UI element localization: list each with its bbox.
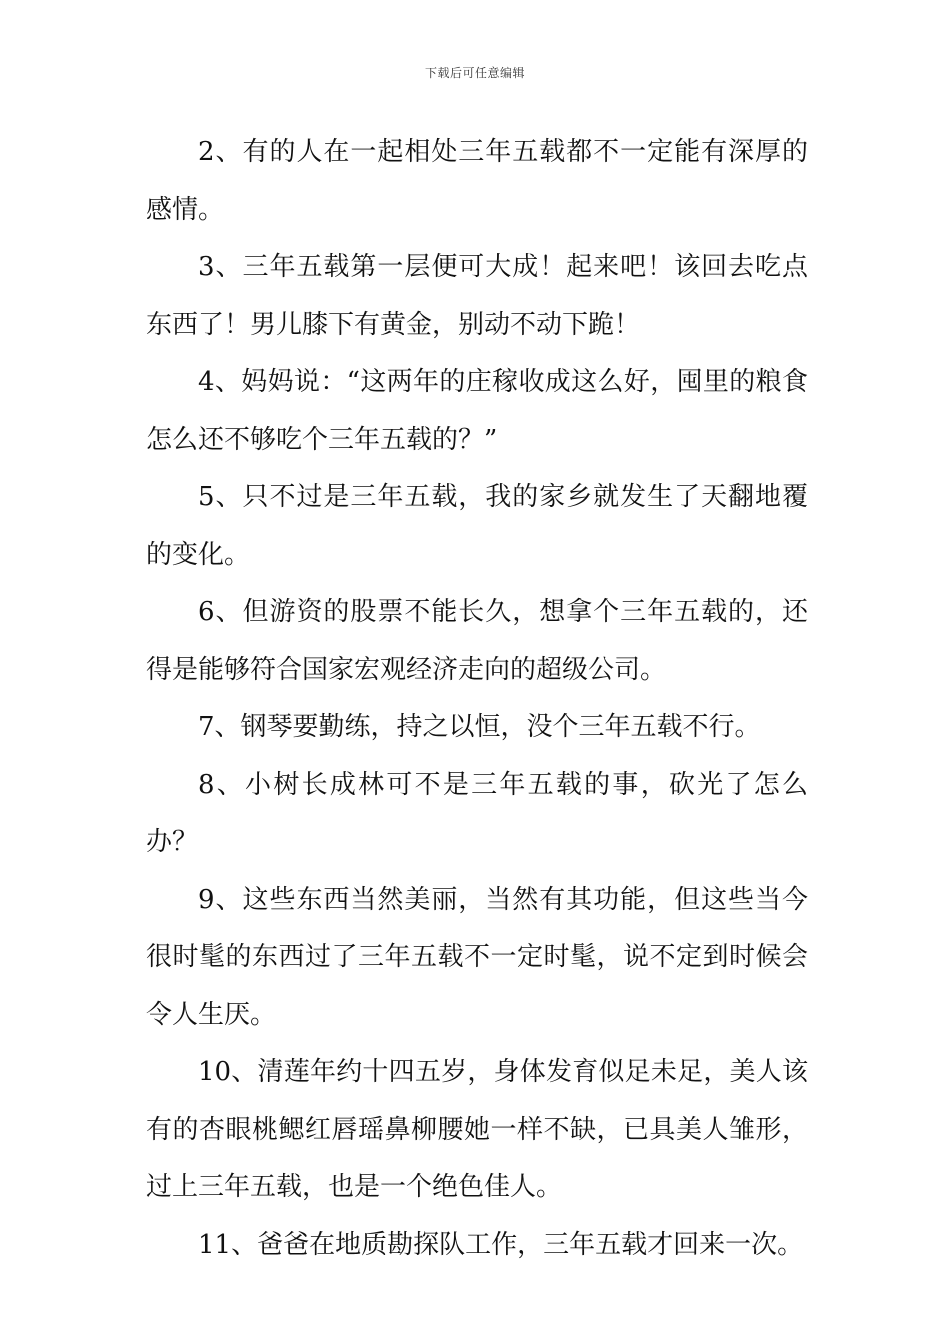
paragraph-10: 10、清莲年约十四五岁，身体发育似足未足，美人该有的杏眼桃鳃红唇瑶鼻柳腰她一样不缺，已具美人雏形，过上三年五载，也是一个绝色佳人。 [146,1057,808,1202]
paragraph-3: 3、三年五载第一层便可大成！起来吧！该回去吃点东西了！男儿膝下有黄金，别动不动下跪！ [146,252,808,340]
page-header: 下载后可任意编辑 [424,66,525,80]
paragraph-2: 2、有的人在一起相处三年五载都不一定能有深厚的感情。 [146,137,808,225]
paragraph-4: 4、妈妈说：“这两年的庄稼收成这么好，囤里的粮食怎么还不够吃个三年五载的？” [146,367,808,455]
paragraph-6: 6、但游资的股票不能长久，想拿个三年五载的，还得是能够符合国家宏观经济走向的超级公司。 [146,597,808,685]
paragraph-11: 11、爸爸在地质勘探队工作，三年五载才回来一次。 [198,1229,804,1260]
document-body [146,124,808,1274]
paragraph-5: 5、只不过是三年五载，我的家乡就发生了天翻地覆的变化。 [146,482,808,570]
paragraph-7: 7、钢琴要勤练，持之以恒，没个三年五载不行。 [198,712,761,742]
paragraph-8: 8、小树长成林可不是三年五载的事，砍光了怎么办？ [146,769,808,857]
paragraph-9: 9、这些东西当然美丽，当然有其功能，但这些当今很时髦的东西过了三年五载不一定时髦，说不定到时候会令人生厌。 [146,884,808,1030]
